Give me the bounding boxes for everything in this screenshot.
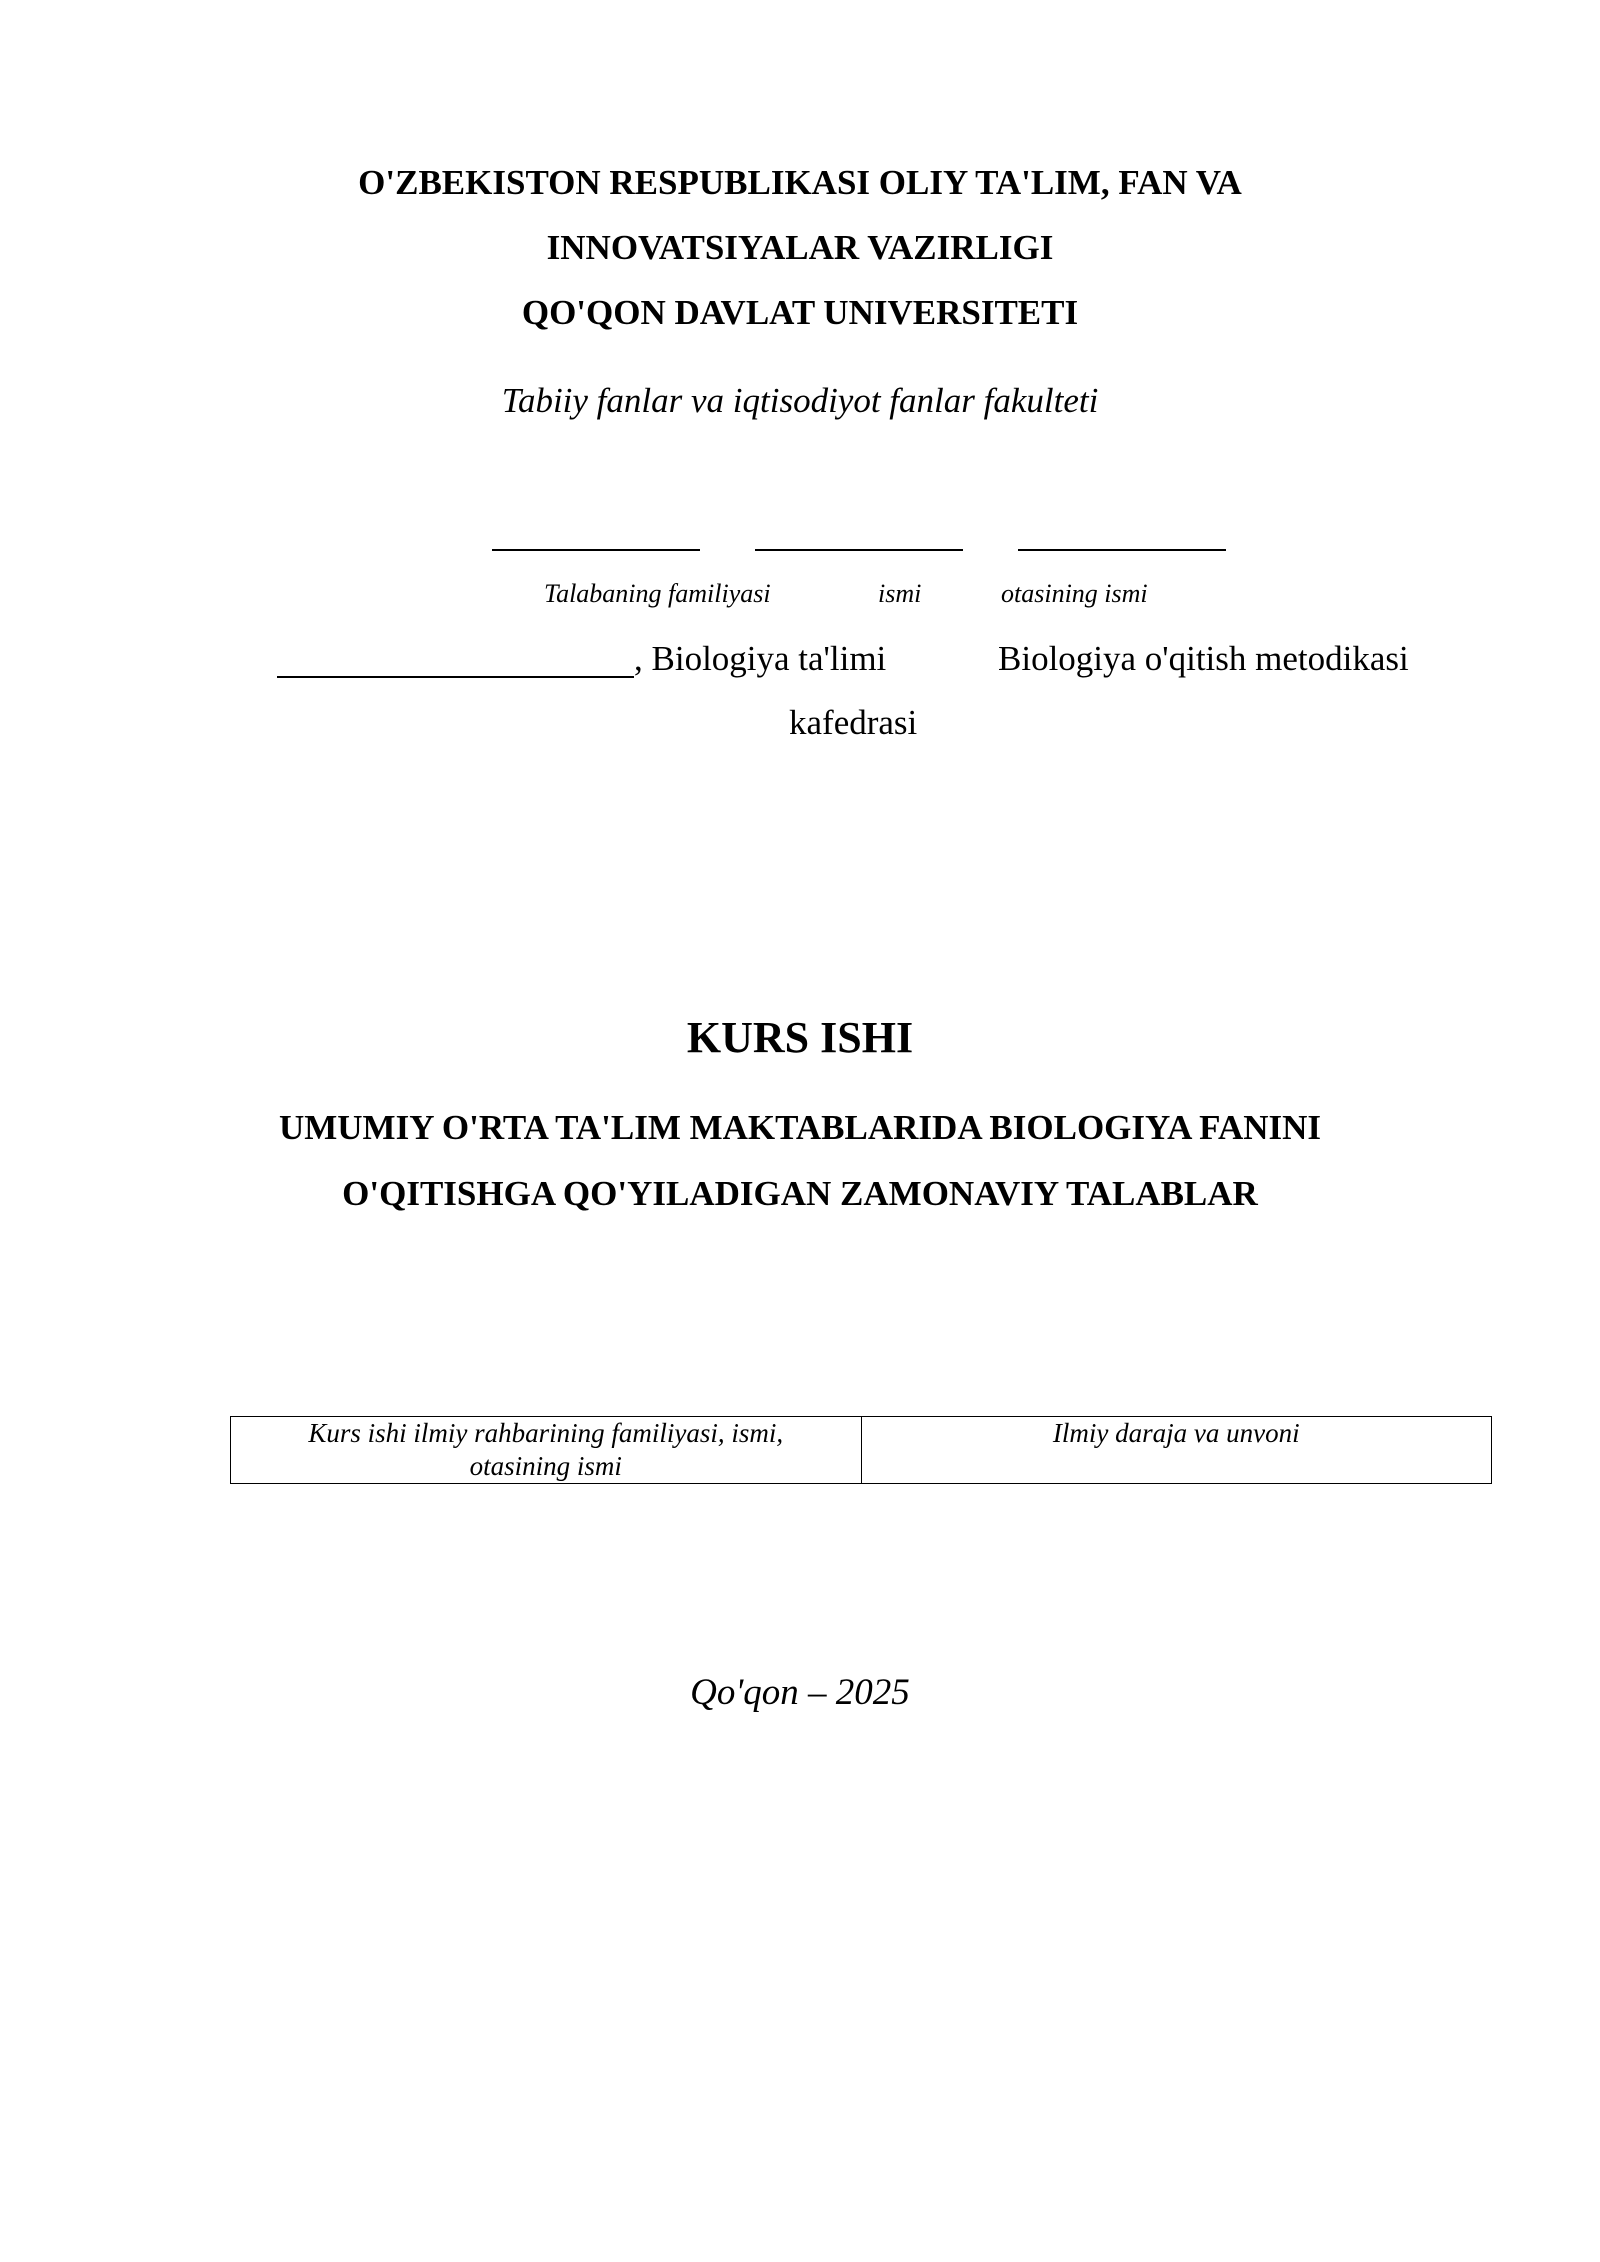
surname-blank xyxy=(492,549,700,551)
program-name: , Biologiya ta'limi xyxy=(634,639,887,678)
ministry-name xyxy=(0,150,1600,280)
university-name: QO'QON DAVLAT UNIVERSITETI xyxy=(521,293,1079,332)
supervisor-name-cell xyxy=(231,1417,862,1484)
department-name: Biologiya o'qitish metodikasi xyxy=(998,639,1409,678)
ministry-line-2: INNOVATSIYALAR VAZIRLIGI xyxy=(546,228,1054,267)
surname-caption: Talabaning familiyasi xyxy=(544,579,771,608)
topic-line-2: O'QITISHGA QO'YILADIGAN ZAMONAVIY TALABLAR xyxy=(342,1174,1258,1213)
supervisor-name-caption-line-1: Kurs ishi ilmiy rahbarining familiyasi, ismi, xyxy=(308,1418,784,1448)
place-year: Qo'qon – 2025 xyxy=(690,1672,910,1713)
name-caption: ismi xyxy=(878,579,922,608)
ministry-line-1: O'ZBEKISTON RESPUBLIKASI OLIY TA'LIM, FAN VA xyxy=(358,163,1242,202)
patronymic-caption: otasining ismi xyxy=(1001,579,1148,608)
supervisor-degree-cell xyxy=(861,1417,1492,1484)
supervisor-table xyxy=(230,1416,1492,1484)
program-blank xyxy=(277,676,634,678)
patronymic-blank xyxy=(1018,549,1226,551)
work-topic xyxy=(0,1095,1600,1227)
topic-line-1: UMUMIY O'RTA TA'LIM MAKTABLARIDA BIOLOGIYA FANINI xyxy=(278,1108,1322,1147)
work-type: KURS ISHI xyxy=(686,1013,914,1062)
faculty-name: Tabiiy fanlar va iqtisodiyot fanlar fakulteti xyxy=(501,381,1099,420)
supervisor-degree-caption: Ilmiy daraja va unvoni xyxy=(1052,1418,1300,1448)
department-word: kafedrasi xyxy=(789,703,918,742)
table-row xyxy=(231,1417,1492,1484)
supervisor-name-caption-line-2: otasining ismi xyxy=(469,1451,622,1481)
name-blank xyxy=(755,549,963,551)
